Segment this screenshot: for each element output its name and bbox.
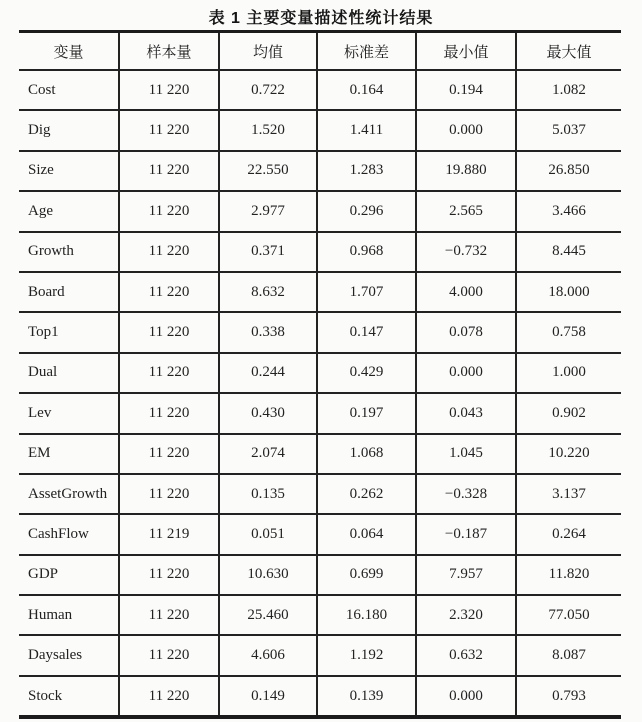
value-cell: 0.793	[516, 676, 621, 717]
value-cell: −0.732	[416, 232, 516, 272]
value-cell: 0.429	[317, 353, 416, 393]
table-row	[19, 635, 621, 675]
table-row	[19, 434, 621, 474]
value-cell: 1.707	[317, 272, 416, 312]
table-row	[19, 555, 621, 595]
value-cell: 0.164	[317, 70, 416, 110]
value-cell: 10.220	[516, 434, 621, 474]
value-cell: 11 220	[119, 434, 219, 474]
value-cell: 2.977	[219, 191, 317, 231]
value-cell: 2.074	[219, 434, 317, 474]
value-cell: 25.460	[219, 595, 317, 635]
value-cell: 0.371	[219, 232, 317, 272]
value-cell: 0.338	[219, 312, 317, 352]
variable-name-cell: Top1	[19, 312, 119, 352]
table-row	[19, 312, 621, 352]
value-cell: 1.411	[317, 110, 416, 150]
variable-name-cell: Cost	[19, 70, 119, 110]
variable-name-cell: AssetGrowth	[19, 474, 119, 514]
value-cell: 1.000	[516, 353, 621, 393]
value-cell: 0.064	[317, 514, 416, 554]
variable-name-cell: Dig	[19, 110, 119, 150]
value-cell: −0.187	[416, 514, 516, 554]
value-cell: 2.565	[416, 191, 516, 231]
value-cell: 0.000	[416, 676, 516, 717]
value-cell: 18.000	[516, 272, 621, 312]
table-row	[19, 110, 621, 150]
value-cell: 0.632	[416, 635, 516, 675]
value-cell: 11 220	[119, 595, 219, 635]
value-cell: 0.722	[219, 70, 317, 110]
value-cell: 4.606	[219, 635, 317, 675]
value-cell: 0.147	[317, 312, 416, 352]
value-cell: 11 220	[119, 110, 219, 150]
value-cell: 7.957	[416, 555, 516, 595]
variable-name-cell: Size	[19, 151, 119, 191]
table-row	[19, 232, 621, 272]
value-cell: 0.699	[317, 555, 416, 595]
value-cell: 0.149	[219, 676, 317, 717]
value-cell: 77.050	[516, 595, 621, 635]
value-cell: 11 220	[119, 151, 219, 191]
value-cell: 11 220	[119, 191, 219, 231]
table-row	[19, 191, 621, 231]
table-row	[19, 393, 621, 433]
table-row	[19, 595, 621, 635]
value-cell: 11 220	[119, 555, 219, 595]
value-cell: 26.850	[516, 151, 621, 191]
value-cell: 8.087	[516, 635, 621, 675]
value-cell: 0.000	[416, 353, 516, 393]
column-header-4: 最小值	[416, 32, 516, 71]
value-cell: 0.139	[317, 676, 416, 717]
value-cell: 1.045	[416, 434, 516, 474]
variable-name-cell: Board	[19, 272, 119, 312]
value-cell: 11 220	[119, 353, 219, 393]
variable-name-cell: Dual	[19, 353, 119, 393]
value-cell: 0.262	[317, 474, 416, 514]
variable-name-cell: GDP	[19, 555, 119, 595]
value-cell: 0.194	[416, 70, 516, 110]
table-row	[19, 353, 621, 393]
value-cell: 0.758	[516, 312, 621, 352]
variable-name-cell: Age	[19, 191, 119, 231]
table-row	[19, 474, 621, 514]
value-cell: 0.264	[516, 514, 621, 554]
value-cell: 11 220	[119, 232, 219, 272]
stats-table	[19, 30, 621, 719]
value-cell: 1.068	[317, 434, 416, 474]
value-cell: 0.000	[416, 110, 516, 150]
column-header-0: 变量	[19, 32, 119, 71]
variable-name-cell: Stock	[28, 687, 63, 704]
value-cell: 11 220	[119, 393, 219, 433]
value-cell: 0.197	[317, 393, 416, 433]
value-cell: 11 220	[119, 676, 219, 717]
table-row	[19, 70, 621, 110]
value-cell: 11 219	[119, 514, 219, 554]
value-cell: 1.283	[317, 151, 416, 191]
value-cell: 8.445	[516, 232, 621, 272]
value-cell: 0.051	[219, 514, 317, 554]
column-header-5: 最大值	[516, 32, 621, 71]
value-cell: 3.137	[516, 474, 621, 514]
column-header-2: 均值	[219, 32, 317, 71]
value-cell: 0.430	[219, 393, 317, 433]
value-cell: 16.180	[317, 595, 416, 635]
variable-name-cell: EM	[19, 434, 119, 474]
value-cell: 11 220	[119, 70, 219, 110]
value-cell: −0.328	[416, 474, 516, 514]
value-cell: 1.082	[516, 70, 621, 110]
value-cell: 11.820	[516, 555, 621, 595]
variable-name-cell: Human	[19, 595, 119, 635]
table-body	[19, 70, 621, 717]
table-row	[19, 514, 621, 554]
value-cell: 0.296	[317, 191, 416, 231]
value-cell: 0.078	[416, 312, 516, 352]
value-cell: 0.902	[516, 393, 621, 433]
table-row	[19, 151, 621, 191]
value-cell: 5.037	[516, 110, 621, 150]
column-header-1: 样本量	[119, 32, 219, 71]
value-cell: 4.000	[416, 272, 516, 312]
value-cell: 1.192	[317, 635, 416, 675]
header-row	[19, 32, 621, 71]
value-cell: 3.466	[516, 191, 621, 231]
value-cell: 2.320	[416, 595, 516, 635]
variable-name-cell: Growth	[19, 232, 119, 272]
value-cell: 8.632	[219, 272, 317, 312]
table-row	[19, 676, 621, 717]
value-cell: 11 220	[119, 312, 219, 352]
value-cell: 11 220	[119, 635, 219, 675]
value-cell: 1.520	[219, 110, 317, 150]
value-cell: 19.880	[416, 151, 516, 191]
table-row	[19, 272, 621, 312]
value-cell: 11 220	[119, 272, 219, 312]
variable-name-cell: CashFlow	[19, 514, 119, 554]
table-title: 表 1 主要变量描述性统计结果	[208, 10, 434, 27]
value-cell: 0.968	[317, 232, 416, 272]
value-cell: 11 220	[119, 474, 219, 514]
value-cell: 0.244	[219, 353, 317, 393]
variable-name-cell: Lev	[19, 393, 119, 433]
value-cell: 0.043	[416, 393, 516, 433]
value-cell: 10.630	[219, 555, 317, 595]
value-cell: 22.550	[219, 151, 317, 191]
column-header-3: 标准差	[317, 32, 416, 71]
variable-name-cell: Daysales	[19, 635, 119, 675]
value-cell: 0.135	[219, 474, 317, 514]
